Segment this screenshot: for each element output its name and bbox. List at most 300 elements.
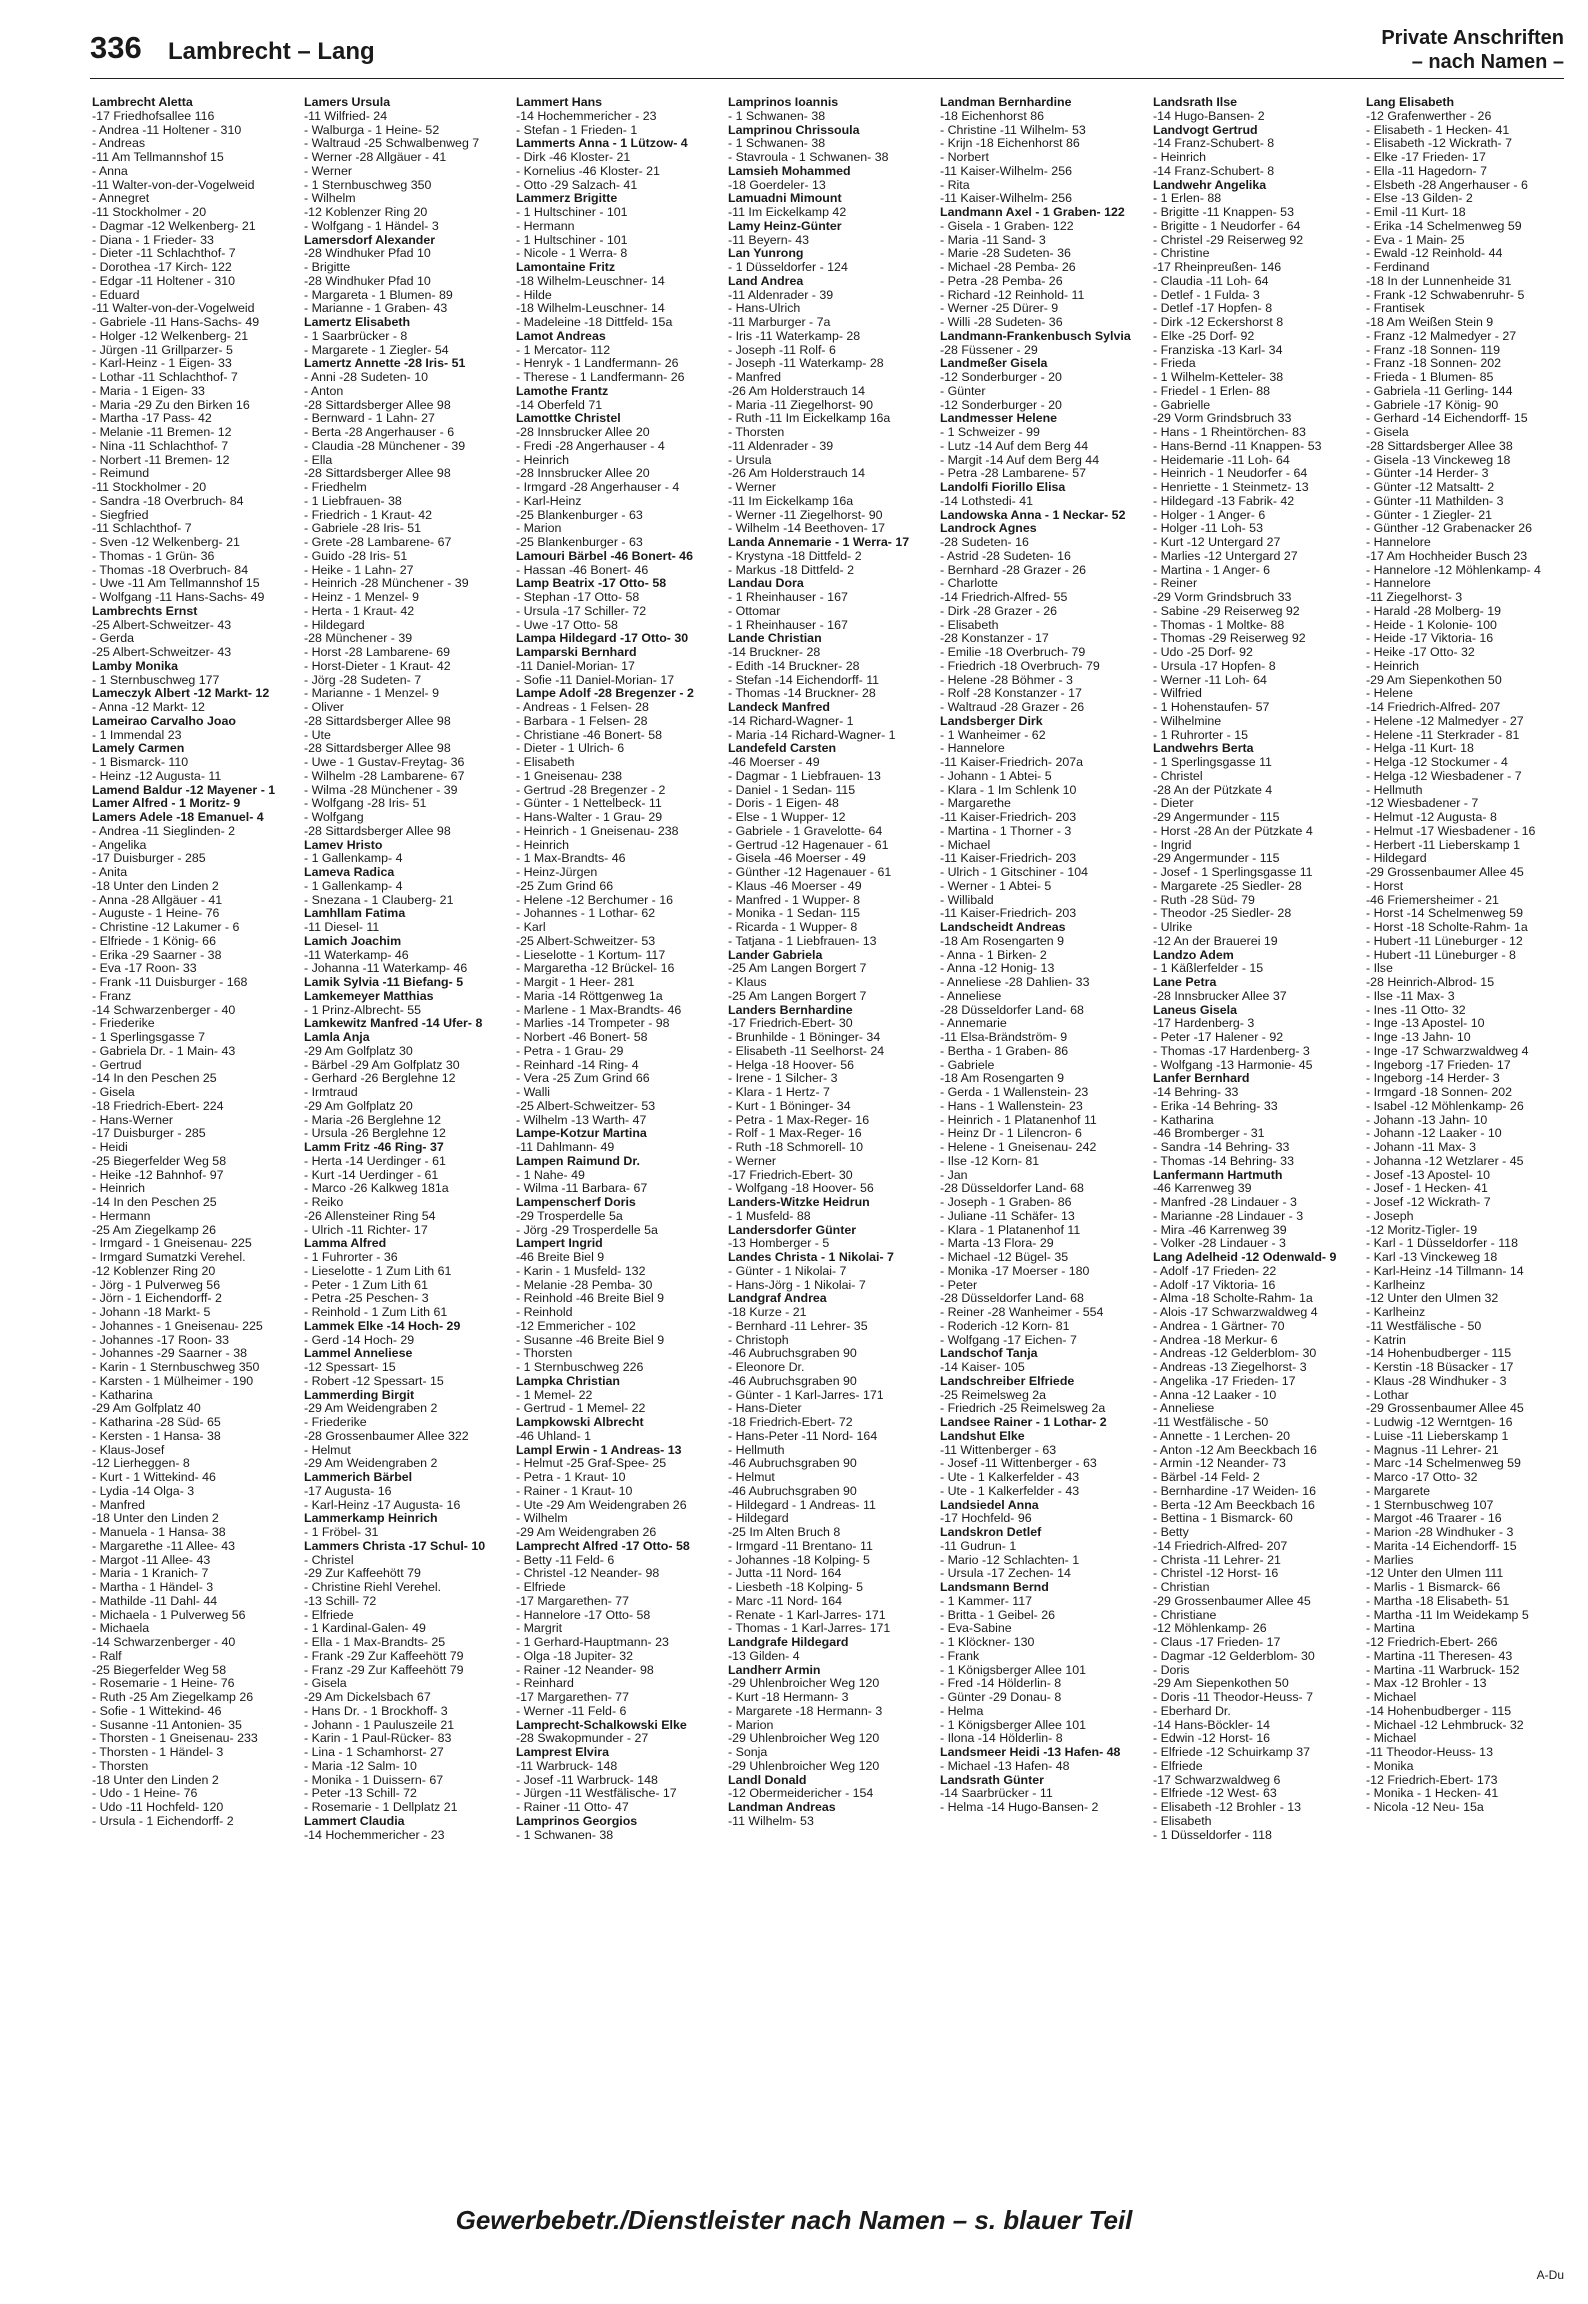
entry-line: - Dieter -11 Schlachthof- 7 [92, 247, 236, 261]
entry-line: - Gisela -46 Moerser - 49 [728, 852, 866, 866]
entry-line: - Friedel - 1 Erlen- 88 [1153, 384, 1271, 398]
entry-line: - 1 Schwanen- 38 [728, 137, 826, 151]
entry-line: -29 Am Dickelsbach 67 [304, 1691, 431, 1704]
entry-surname: Lampen Raimund Dr. [516, 1154, 640, 1168]
entry-line: - Katharina [1153, 1113, 1214, 1127]
entry-line: - Annemarie [940, 1017, 1007, 1031]
entry-line: - Angelika [92, 838, 147, 852]
entry-line: - Elfriede [1153, 1759, 1203, 1773]
entry-line: -46 Aubruchsgraben 90 [728, 1484, 857, 1498]
entry-line: - Brigitte - 1 Neudorfer - 64 [1153, 219, 1301, 233]
entry-line: -29 Am Siepenkothen 50 [1153, 1677, 1289, 1691]
entry-line: -18 Am Weißen Stein 9 [1366, 316, 1494, 329]
entry-line: - Kersten - 1 Hansa- 38 [92, 1429, 221, 1443]
directory-column [304, 96, 509, 2156]
entry-line: - Irene - 1 Silcher- 3 [728, 1072, 838, 1086]
entry-line: - Werner [728, 481, 776, 494]
entry-line: -17 Margarethen- 77 [516, 1594, 629, 1608]
entry-line: -28 Sittardsberger Allee 98 [304, 467, 451, 481]
entry-line: - Renate - 1 Karl-Jarres- 171 [728, 1608, 886, 1622]
entry-line: - Wilhelm [516, 1512, 568, 1526]
entry-line: - Horst -18 Scholte-Rahm- 1a [1366, 921, 1528, 934]
entry-line: - 1 Max-Brandts- 46 [516, 852, 626, 866]
entry-line: - Marlies -12 Untergard 27 [1153, 549, 1298, 563]
entry-line: - Peter [940, 1278, 978, 1292]
entry-line: - Erika -14 Behring- 33 [1153, 1099, 1278, 1113]
entry-line: - Luise -11 Lieberskamp 1 [1366, 1429, 1509, 1443]
entry-line: - Diana - 1 Frieder- 33 [92, 233, 214, 247]
entry-line: - Elfriede [304, 1608, 354, 1622]
entry-line: - Johann -12 Laaker - 10 [1366, 1127, 1502, 1141]
entry-line: - Karl-Heinz -17 Augusta- 16 [304, 1498, 461, 1512]
entry-surname: Laneus Gisela [1153, 1003, 1238, 1017]
entry-surname: Landmesser Helene [940, 412, 1058, 426]
entry-line: - Theodor -25 Siedler- 28 [1153, 907, 1292, 921]
entry-line: - Johann -13 Jahn- 10 [1366, 1113, 1488, 1127]
entry-line: - Christiane [1153, 1608, 1217, 1622]
entry-line: -17 Hardenberg- 3 [1153, 1017, 1255, 1031]
entry-line: - Hannelore [1366, 536, 1431, 549]
entry-line: - Thomas -18 Overbruch- 84 [92, 563, 249, 577]
entry-line: - 1 Düsseldorfer - 124 [728, 261, 848, 274]
entry-surname: Lammerz Brigitte [516, 192, 618, 206]
entry-surname: Lamer Alfred - 1 Moritz- 9 [92, 797, 241, 811]
entry-line: - Hildegard - 1 Andreas- 11 [728, 1498, 876, 1512]
entry-line: - Hans-Bernd -11 Knappen- 53 [1153, 439, 1322, 453]
entry-line: - 1 Sternbuschweg 226 [516, 1361, 644, 1374]
entry-line: - Josef -11 Wittenberger - 63 [940, 1457, 1097, 1471]
directory-column [516, 96, 721, 2156]
entry-line: - Marion [516, 522, 562, 536]
entry-line: - Johann -18 Markt- 5 [92, 1306, 211, 1319]
entry-line: - Hermann [92, 1209, 151, 1223]
entry-line: - Sonja [728, 1746, 768, 1759]
entry-line: - Adolf -17 Viktoria- 16 [1153, 1278, 1276, 1292]
entry-line: -28 Münchener - 39 [304, 632, 413, 646]
entry-line: - Vera -25 Zum Grind 66 [516, 1072, 650, 1086]
entry-line: - 1 Kammer- 117 [940, 1594, 1033, 1608]
entry-line: - Margarethe -11 Allee- 43 [92, 1539, 236, 1553]
entry-line: - Udo -25 Dorf- 92 [1153, 646, 1253, 659]
entry-line: - Helmut -17 Wiesbadener - 16 [1366, 824, 1536, 838]
entry-line: - Günter -29 Donau- 8 [940, 1691, 1062, 1704]
entry-line: - Anita [92, 866, 128, 879]
entry-line: - Olga -18 Jupiter- 32 [516, 1649, 634, 1663]
entry-line: - Eva -17 Roon- 33 [92, 962, 197, 976]
entry-line: - Mira -46 Karrenweg 39 [1153, 1223, 1287, 1237]
entry-line: - Christiane -46 Bonert- 58 [516, 728, 663, 742]
entry-line: - Hans-Werner [92, 1113, 174, 1127]
entry-line: - Else -13 Gilden- 2 [1366, 192, 1473, 206]
entry-line: - Thorsten - 1 Händel- 3 [92, 1746, 224, 1759]
entry-surname: Lang Adelheid -12 Odenwald- 9 [1153, 1251, 1337, 1264]
entry-line: - Doris [1153, 1663, 1190, 1677]
entry-line: - Ursula -17 Zechen- 14 [940, 1567, 1071, 1581]
entry-surname: Lameva Radica [304, 866, 395, 879]
entry-line: - Kornelius -46 Kloster- 21 [516, 164, 660, 178]
entry-line: -14 Oberfeld 71 [516, 398, 603, 412]
entry-surname: Lamsieh Mohammed [728, 164, 851, 178]
entry-line: - Heinrich [1153, 151, 1207, 164]
entry-line: - Susanne -46 Breite Biel 9 [516, 1333, 665, 1347]
entry-line: - Dorothea -17 Kirch- 122 [92, 261, 232, 274]
entry-line: - 1 Sternbuschweg 350 [304, 178, 432, 192]
entry-line: - Helmut -12 Augusta- 8 [1366, 811, 1497, 824]
entry-line: - Elisabeth [940, 618, 999, 632]
entry-line: - Frantisek [1366, 302, 1425, 316]
entry-line: - Gertrud [92, 1058, 142, 1072]
entry-line: - Martina -11 Warbruck- 152 [1366, 1663, 1520, 1677]
entry-line: - 1 Mercator- 112 [516, 343, 611, 357]
entry-surname: Lang Elisabeth [1366, 96, 1455, 109]
entry-line: - Gabriele - 1 Gravelotte- 64 [728, 824, 883, 838]
entry-line: - Klara - 1 Im Schlenk 10 [940, 783, 1077, 797]
entry-line: - Hildegard [304, 618, 365, 632]
directory-column [1153, 96, 1358, 2156]
entry-line: -17 Augusta- 16 [304, 1484, 392, 1498]
entry-line: -14 Schwarzenberger - 40 [92, 1003, 236, 1017]
entry-line: - Claudia -28 Münchener - 39 [304, 439, 466, 453]
entry-surname: Lammert Claudia [304, 1814, 405, 1828]
entry-line: - Franz -12 Malmedyer - 27 [1366, 329, 1517, 343]
entry-line: - 1 Kardinal-Galen- 49 [304, 1622, 426, 1636]
entry-line: -11 Dahlmann- 49 [516, 1141, 615, 1154]
entry-line: - Monika -17 Moerser - 180 [940, 1264, 1090, 1278]
entry-line: - Thorsten - 1 Gneisenau- 233 [92, 1732, 258, 1746]
entry-line: - Guido -28 Iris- 51 [304, 549, 408, 563]
entry-line: - Margaretha -12 Brückel- 16 [516, 962, 675, 976]
entry-surname: Lampert Ingrid [516, 1237, 603, 1251]
entry-surname: Landa Annemarie - 1 Werra- 17 [728, 536, 910, 549]
entry-line: -25 Biegerfelder Weg 58 [92, 1154, 227, 1168]
entry-line: -12 Friedrich-Ebert- 266 [1366, 1636, 1498, 1649]
entry-line: -14 Behring- 33 [1153, 1086, 1239, 1099]
section-heading-line2: – nach Namen – [1411, 51, 1564, 73]
entry-line: - Sven -12 Welkenberg- 21 [92, 536, 240, 549]
entry-surname: Lamich Joachim [304, 934, 402, 948]
entry-line: - Dieter [1153, 797, 1194, 811]
entry-line: - Holger -12 Welkenberg- 21 [92, 329, 249, 343]
entry-line: - Peter -13 Schill- 72 [304, 1787, 417, 1801]
entry-line: - Marianne -28 Lindauer - 3 [1153, 1209, 1304, 1223]
entry-line: - Elfriede - 1 König- 66 [92, 934, 216, 948]
entry-line: - Helmut [304, 1443, 351, 1457]
entry-line: - Nina -11 Schlachthof- 7 [92, 439, 229, 453]
entry-surname: Lampl Erwin - 1 Andreas- 13 [516, 1443, 682, 1457]
entry-line: -11 Gudrun- 1 [940, 1539, 1017, 1553]
entry-line: - Margit -14 Auf dem Berg 44 [940, 453, 1100, 467]
entry-line: - Stephan -17 Otto- 58 [516, 591, 640, 604]
entry-line: - Norbert [940, 151, 989, 164]
entry-line: -14 Kaiser- 105 [940, 1361, 1025, 1374]
entry-line: - Karl-Heinz - 1 Eigen- 33 [92, 357, 232, 371]
entry-line: -25 Albert-Schweitzer- 53 [516, 1099, 656, 1113]
entry-line: -17 Margarethen- 77 [516, 1691, 629, 1704]
entry-line: - Johannes - 1 Gneisenau- 225 [92, 1319, 263, 1333]
entry-surname: Land Andrea [728, 274, 804, 288]
entry-line: - Gisela [92, 1086, 135, 1099]
entry-line: - Martina - 1 Thorner - 3 [940, 824, 1072, 838]
entry-line: - Wilhelm -14 Beethoven- 17 [728, 522, 886, 536]
entry-line: - Elfriede -12 West- 63 [1153, 1787, 1277, 1801]
entry-line: - Helma [940, 1704, 984, 1718]
entry-line: - Gisela - 1 Graben- 122 [940, 219, 1074, 233]
entry-line: - Waltraud -25 Schwalbenweg 7 [304, 137, 480, 151]
entry-line: - Helene - 1 Gneisenau- 242 [940, 1141, 1097, 1154]
entry-line: -28 Sudeten- 16 [940, 536, 1029, 549]
entry-line: - Krystyna -18 Dittfeld- 2 [728, 549, 862, 563]
entry-line: -14 Hohenbudberger - 115 [1366, 1704, 1512, 1718]
entry-line: -29 Am Golfplatz 30 [304, 1044, 413, 1058]
entry-line: -25 Biegerfelder Weg 58 [92, 1663, 227, 1677]
entry-line: - Dirk -12 Eckershorst 8 [1153, 316, 1284, 329]
entry-line: -28 Innsbrucker Allee 37 [1153, 989, 1287, 1003]
entry-line: - Uwe -17 Otto- 58 [516, 618, 618, 632]
entry-line: - Wilma -28 Münchener - 39 [304, 783, 458, 797]
entry-line: -29 Vorm Grindsbruch 33 [1153, 591, 1292, 604]
entry-line: - Margarethe [940, 797, 1011, 811]
entry-surname: Lamprinou Chrissoula [728, 123, 860, 137]
entry-line: -29 Grossenbaumer Allee 45 [1366, 1402, 1524, 1416]
entry-line: - Dagmar -12 Gelderblom- 30 [1153, 1649, 1315, 1663]
entry-surname: Lamontaine Fritz [516, 261, 616, 274]
entry-line: -46 Uhland- 1 [516, 1429, 592, 1443]
entry-line: - Sofie -11 Daniel-Morian- 17 [516, 673, 675, 687]
entry-line: - Ella [304, 453, 333, 467]
entry-line: - Karl -13 Vinckeweg 18 [1366, 1251, 1498, 1264]
entry-line: - Rita [940, 178, 970, 192]
entry-line: - Johanna -12 Wetzlarer - 45 [1366, 1154, 1524, 1168]
entry-line: - Ewald -12 Reinhold- 44 [1366, 247, 1503, 261]
entry-line: - Kurt -14 Uerdinger - 61 [304, 1168, 439, 1182]
entry-line: -26 Am Holderstrauch 14 [728, 384, 866, 398]
entry-line: -18 Goerdeler- 13 [728, 178, 826, 192]
entry-line: -11 Stockholmer - 20 [92, 206, 207, 219]
entry-line: -11 Marburger - 7a [728, 316, 831, 329]
entry-surname: Landskron Detlef [940, 1526, 1042, 1539]
entry-line: - 1 Käßlerfelder - 15 [1153, 962, 1264, 976]
entry-line: - Uwe -11 Am Tellmannshof 15 [92, 577, 260, 591]
entry-line: - Manfred [728, 371, 782, 384]
entry-line: - Elisabeth -11 Seelhorst- 24 [728, 1044, 885, 1058]
entry-line: - Lieselotte - 1 Kortum- 117 [516, 948, 666, 962]
entry-line: -11 Theodor-Heuss- 13 [1366, 1746, 1493, 1759]
entry-line: -14 Friedrich-Alfred- 207 [1366, 701, 1501, 714]
entry-line: - Richard -12 Reinhold- 11 [940, 288, 1085, 302]
entry-line: - Detlef - 1 Fulda- 3 [1153, 288, 1260, 302]
entry-line: - 1 Sperlingsgasse 11 [1153, 756, 1272, 769]
entry-line: - Margarete [1366, 1484, 1431, 1498]
entry-line: - Johannes - 1 Lothar- 62 [516, 907, 656, 921]
entry-line: - Frank -11 Duisburger - 168 [92, 976, 248, 989]
entry-surname: Lamersdorf Alexander [304, 233, 436, 247]
entry-line: -11 Stockholmer - 20 [92, 481, 207, 494]
entry-line: - Bärbel -14 Feld- 2 [1153, 1471, 1260, 1484]
entry-surname: Landes Christa - 1 Nikolai- 7 [728, 1251, 894, 1264]
entry-line: - Heinrich [1366, 659, 1420, 673]
entry-line: - Wilhelm -28 Lambarene- 67 [304, 769, 465, 783]
entry-line: - Hilde [516, 288, 552, 302]
entry-line: - Thorsten [728, 426, 785, 439]
entry-surname: Lamma Alfred [304, 1237, 387, 1251]
entry-line: - Stefan -14 Eichendorff- 11 [728, 673, 880, 687]
entry-line: -14 Hohenbudberger - 115 [1366, 1347, 1512, 1361]
entry-line: - Reiner [1153, 577, 1198, 591]
entry-line: -12 Unter den Ulmen 111 [1366, 1567, 1504, 1581]
entry-line: -17 Duisburger - 285 [92, 1127, 206, 1141]
entry-line: - Michael [1366, 1691, 1417, 1704]
entry-line: - Lothar [1366, 1388, 1409, 1402]
entry-line: - Bernhardine -17 Weiden- 16 [1153, 1484, 1317, 1498]
entry-line: - Armin -12 Neander- 73 [1153, 1457, 1286, 1471]
entry-line: - Anna -12 Laaker - 10 [1153, 1388, 1277, 1402]
entry-surname: Lammerich Bärbel [304, 1471, 413, 1484]
entry-line: - Eberhard Dr. [1153, 1704, 1231, 1718]
entry-line: - Petra - 1 Grau- 29 [516, 1044, 624, 1058]
section-heading [1381, 26, 1564, 74]
entry-line: - Ilse -12 Korn- 81 [940, 1154, 1040, 1168]
entry-line: - Elfriede -12 Schuirkamp 37 [1153, 1746, 1311, 1759]
entry-line: -11 Aldenrader - 39 [728, 439, 834, 453]
entry-line: - Harald -28 Molberg- 19 [1366, 604, 1501, 618]
entry-line: -25 Albert-Schweitzer- 43 [92, 646, 232, 659]
entry-line: - Herta -14 Uerdinger - 61 [304, 1154, 446, 1168]
entry-line: -28 Grossenbaumer Allee 322 [304, 1429, 469, 1443]
entry-line: - Gisela [304, 1677, 347, 1691]
entry-line: - Johannes -18 Kolping- 5 [728, 1553, 870, 1567]
entry-line: - Andrea - 1 Gärtner- 70 [1153, 1319, 1285, 1333]
entry-line: - Gabriela -11 Gerling- 144 [1366, 384, 1513, 398]
entry-line: - Elfriede [516, 1581, 566, 1594]
entry-line: - Wolfgang - 1 Händel- 3 [304, 219, 439, 233]
directory-columns [92, 96, 1562, 2156]
entry-line: -11 Beyern- 43 [728, 233, 810, 247]
entry-line: - Christel -12 Neander- 98 [516, 1567, 660, 1581]
entry-line: - 1 Sternbuschweg 107 [1366, 1498, 1494, 1512]
entry-line: - Helga -18 Hoover- 56 [728, 1058, 855, 1072]
entry-line: - Udo -11 Hochfeld- 120 [92, 1801, 224, 1814]
entry-line: - Johannes -29 Saarner - 38 [92, 1347, 247, 1361]
entry-line: - Josef -12 Wickrath- 7 [1366, 1196, 1491, 1209]
entry-surname: Lameirao Carvalho Joao [92, 714, 236, 728]
entry-line: -28 Windhuker Pfad 10 [304, 274, 431, 288]
entry-line: - Rosemarie - 1 Dellplatz 21 [304, 1801, 458, 1814]
entry-line: - Sabine -29 Reiserweg 92 [1153, 604, 1300, 618]
entry-line: - Ruth -25 Am Ziegelkamp 26 [92, 1691, 254, 1704]
entry-line: -28 Windhuker Pfad 10 [304, 247, 431, 261]
entry-line: - Heinrich [92, 1182, 146, 1196]
entry-line: - Michael -28 Pemba- 26 [940, 261, 1076, 274]
entry-line: - 1 Fuhrorter - 36 [304, 1251, 398, 1264]
entry-line: -12 Sonderburger - 20 [940, 371, 1062, 384]
entry-line: -28 Swakopmunder - 27 [516, 1732, 649, 1746]
entry-line: -14 In den Peschen 25 [92, 1072, 217, 1086]
entry-line: - Heinrich - 1 Platanenhof 11 [940, 1113, 1097, 1127]
entry-line: - Wolfgang [304, 811, 364, 824]
entry-line: - Maria -26 Berglehne 12 [304, 1113, 442, 1127]
entry-surname: Landwehr Angelika [1153, 178, 1267, 192]
entry-line: - Karl-Heinz -14 Tillmann- 14 [1366, 1264, 1524, 1278]
entry-line: - Joseph [1366, 1209, 1414, 1223]
entry-line: - Maria -11 Ziegelhorst- 90 [728, 398, 874, 412]
entry-line: - Betty -11 Feld- 6 [516, 1553, 615, 1567]
entry-surname: Landers-Witzke Heidrun [728, 1196, 870, 1209]
entry-line: - Petra - 1 Kraut- 10 [516, 1471, 626, 1484]
entry-line: - Ruth -18 Schmorell- 10 [728, 1141, 863, 1154]
entry-line: - Isabel -12 Möhlenkamp- 26 [1366, 1099, 1524, 1113]
entry-line: - Gertrud -28 Bregenzer - 2 [516, 783, 666, 797]
entry-line: - Lutz -14 Auf dem Berg 44 [940, 439, 1089, 453]
entry-line: - Helmut [728, 1471, 775, 1484]
entry-line: -28 Düsseldorfer Land- 68 [940, 1292, 1084, 1306]
entry-line: - Ruth -28 Süd- 79 [1153, 893, 1255, 907]
entry-line: - Christine -11 Wilhelm- 53 [940, 123, 1086, 137]
entry-line: - Karin - 1 Sternbuschweg 350 [92, 1361, 260, 1374]
entry-line: -12 Grafenwerther - 26 [1366, 109, 1492, 123]
entry-line: - Ursula -26 Berglehne 12 [304, 1127, 446, 1141]
entry-line: - Werner -25 Dürer- 9 [940, 302, 1059, 316]
entry-surname: Lambrechts Ernst [92, 604, 198, 618]
entry-line: - 1 Gerhard-Hauptmann- 23 [516, 1636, 669, 1649]
entry-line: - 1 Schwanen- 38 [516, 1828, 614, 1842]
entry-line: - Heide -17 Viktoria- 16 [1366, 632, 1494, 646]
entry-surname: Lamers Ursula [304, 96, 391, 109]
entry-line: - Irmgard -28 Angerhauser - 4 [516, 481, 680, 494]
entry-line: - Christine -12 Lakumer - 6 [92, 921, 240, 934]
entry-line: - Marlis - 1 Bismarck- 66 [1366, 1581, 1501, 1594]
entry-line: - Ulrike [1153, 921, 1193, 934]
entry-line: - Werner -11 Feld- 6 [516, 1704, 627, 1718]
entry-line: - Rosemarie - 1 Heine- 76 [92, 1677, 235, 1691]
entry-surname: Lamev Hristo [304, 838, 383, 852]
entry-line: - Ines -11 Otto- 32 [1366, 1003, 1466, 1017]
entry-line: - Werner - 1 Abtei- 5 [940, 879, 1052, 893]
entry-surname: Landowska Anna - 1 Neckar- 52 [940, 508, 1126, 522]
entry-line: - 1 Sternbuschweg 177 [92, 673, 220, 687]
entry-line: - Stavroula - 1 Schwanen- 38 [728, 151, 889, 164]
entry-line: - Reinhold [516, 1306, 573, 1319]
entry-line: -29 Am Weidengraben 2 [304, 1457, 438, 1471]
entry-surname: Landschof Tanja [940, 1347, 1038, 1361]
entry-line: -14 Bruckner- 28 [728, 646, 821, 659]
entry-line: -26 Am Holderstrauch 14 [728, 467, 866, 481]
entry-line: -46 Bromberger - 31 [1153, 1127, 1265, 1141]
entry-line: - Martina -11 Theresen- 43 [1366, 1649, 1513, 1663]
entry-surname: Lamparski Bernhard [516, 646, 637, 659]
entry-line: - Thomas -14 Behring- 33 [1153, 1154, 1294, 1168]
entry-surname: Lamertz Annette -28 Iris- 51 [304, 357, 466, 371]
entry-line: - Volker -28 Lindauer - 3 [1153, 1237, 1286, 1251]
entry-line: - Michael -13 Hafen- 48 [940, 1759, 1070, 1773]
entry-surname: Landau Dora [728, 577, 804, 591]
entry-line: -14 Lothstedi- 41 [940, 494, 1033, 508]
entry-line: - Heidi [92, 1141, 128, 1154]
entry-line: - Eduard [92, 288, 140, 302]
entry-line: - Frank -29 Zur Kaffeehött 79 [304, 1649, 464, 1663]
entry-line: - Frank [940, 1649, 980, 1663]
entry-line: - Bernhard -11 Lehrer- 35 [728, 1319, 868, 1333]
entry-line: - Snezana - 1 Clauberg- 21 [304, 893, 454, 907]
entry-line: - Hans-Ulrich [728, 302, 801, 316]
entry-line: - Gabriele -11 Hans-Sachs- 49 [92, 316, 260, 329]
entry-surname: Lampka Christian [516, 1374, 620, 1388]
entry-line: - Manfred - 1 Wupper- 8 [728, 893, 860, 907]
entry-line: - Margrit [516, 1622, 563, 1636]
entry-line: - Hannelore -12 Möhlenkamp- 4 [1366, 563, 1541, 577]
entry-line: - Marion -28 Windhuker - 3 [1366, 1526, 1514, 1539]
entry-line: - Elisabeth -12 Wickrath- 7 [1366, 137, 1512, 151]
entry-line: - 1 Musfeld- 88 [728, 1209, 811, 1223]
